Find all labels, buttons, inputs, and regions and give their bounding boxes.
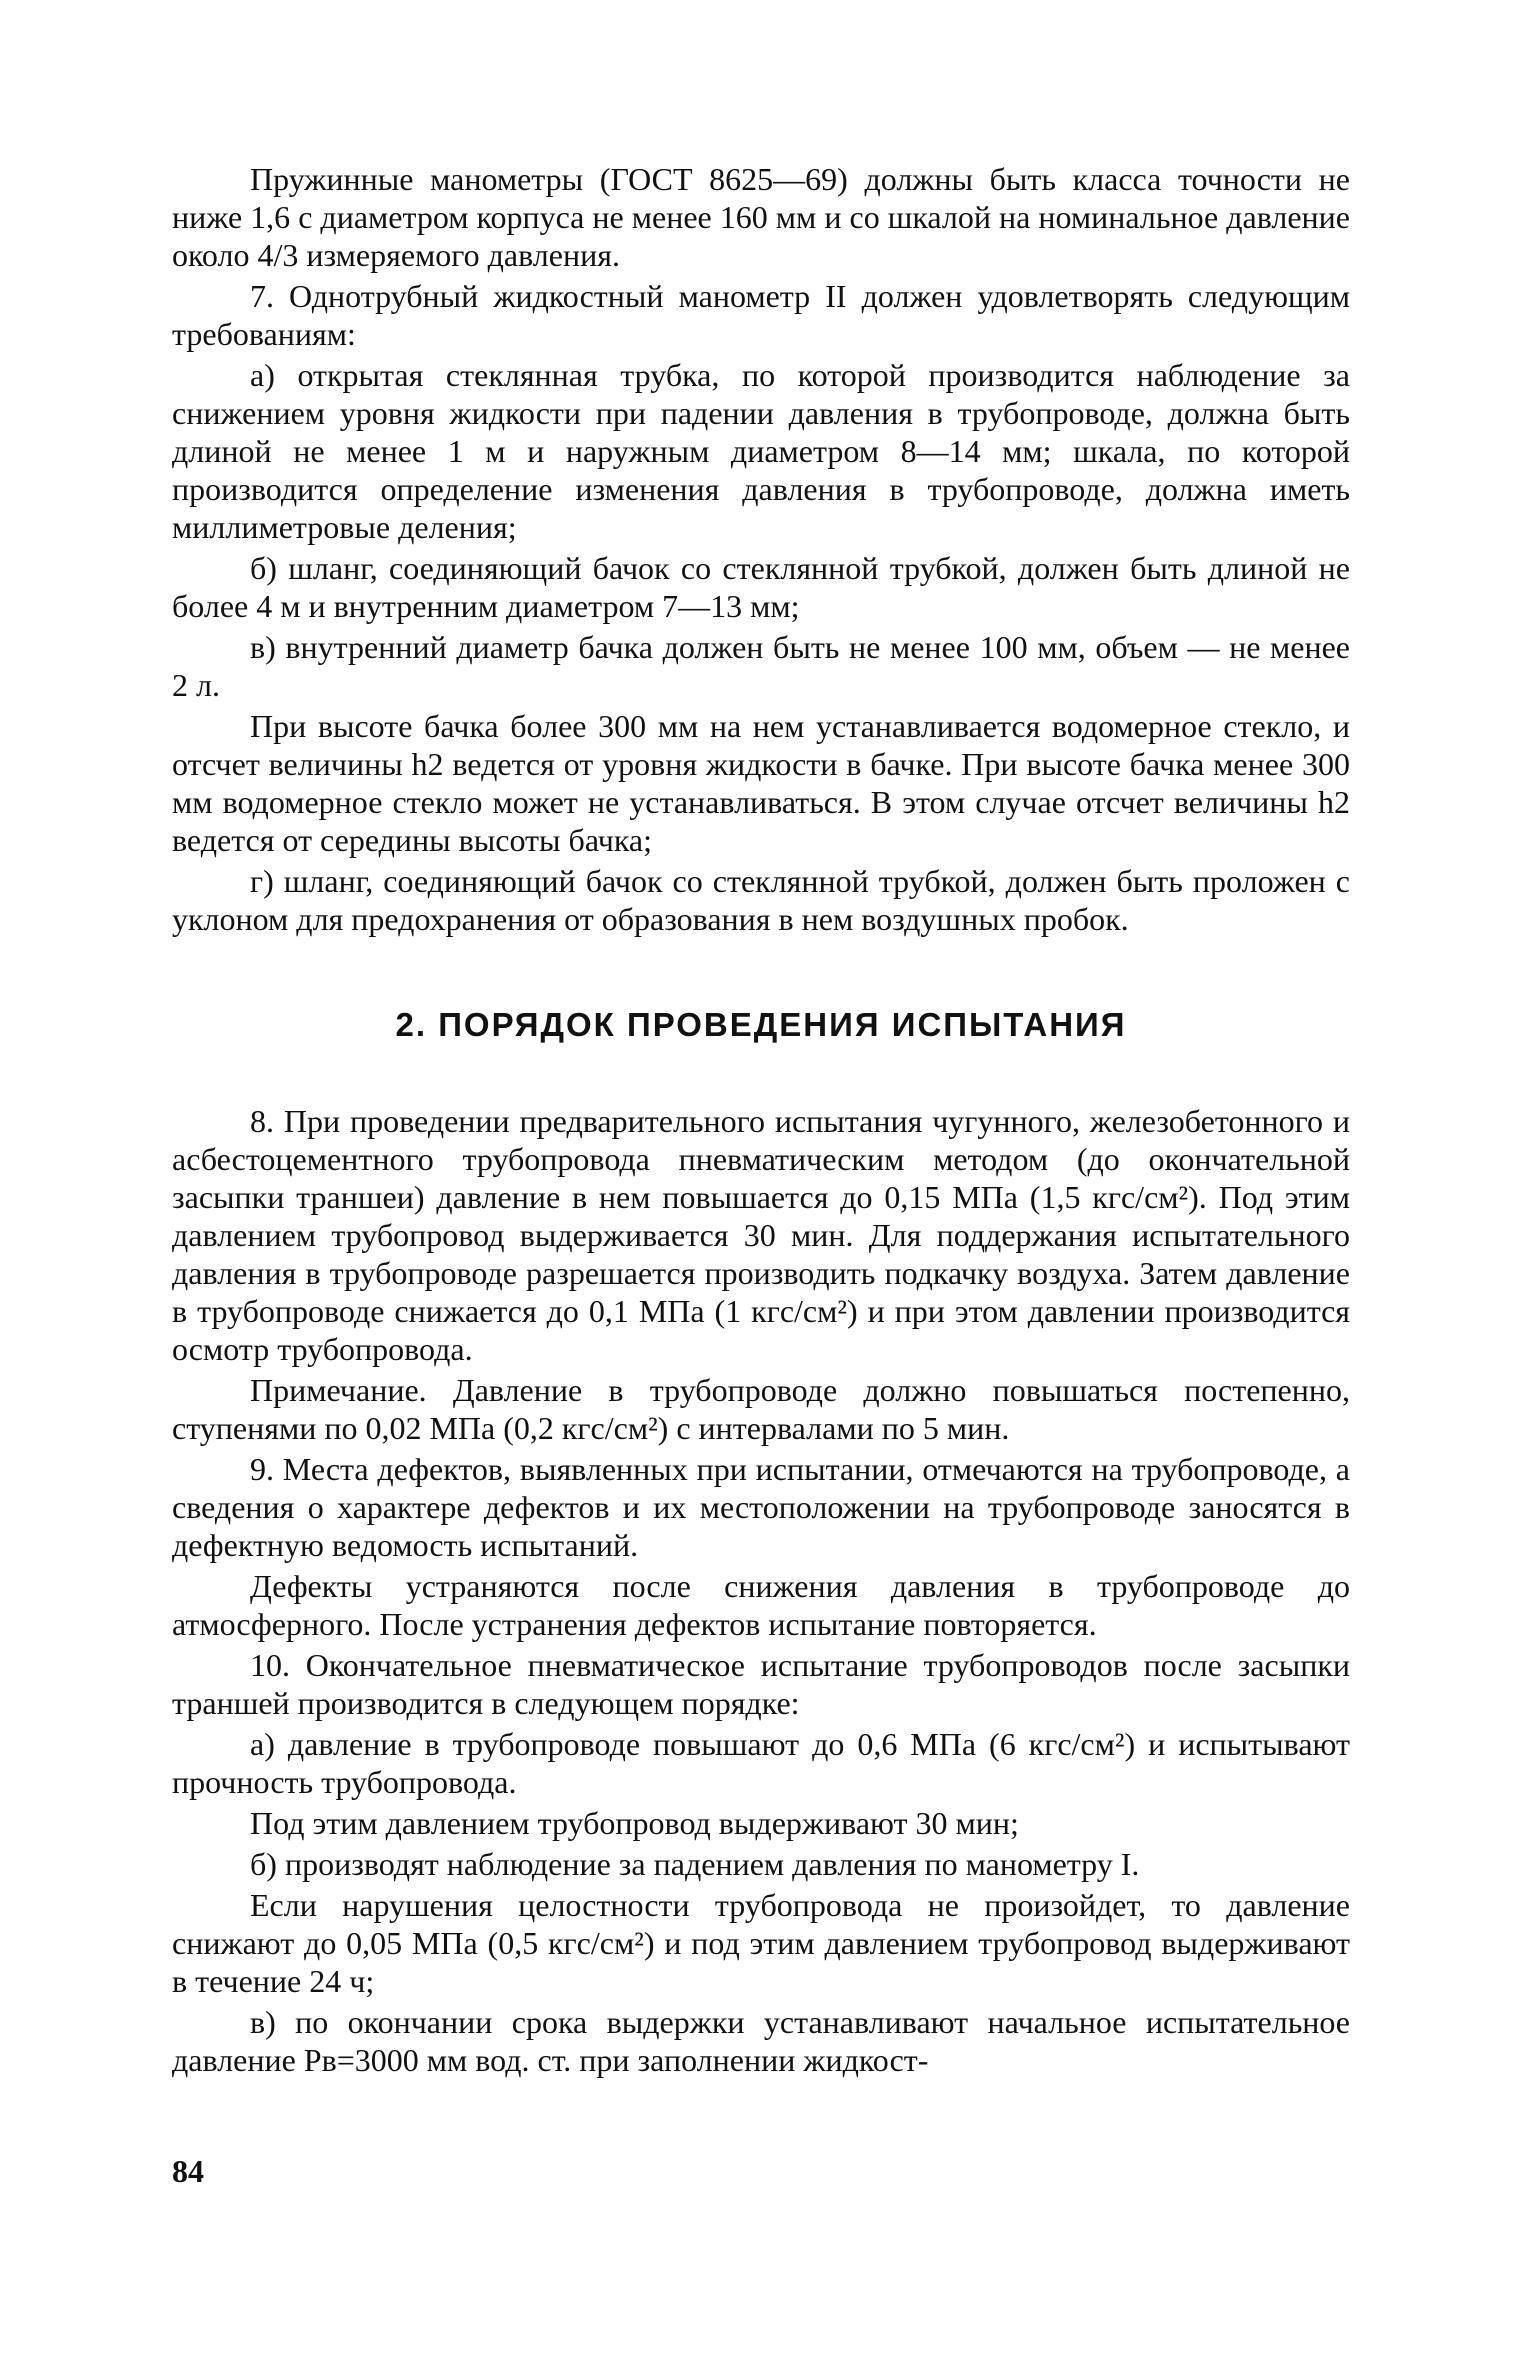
paragraph: а) давление в трубопроводе повышают до 0,6 МПа (6 кгс/см²) и испытывают прочность трубопровода.: [172, 1726, 1350, 1800]
paragraph: г) шланг, соединяющий бачок со стеклянной трубкой, должен быть проложен с уклоном для предохранения от образования в нем воздушных пробок.: [172, 863, 1350, 937]
paragraph: При высоте бачка более 300 мм на нем устанавливается водомерное стекло, и отсчет величины h2 ведется от уровня жидкости в бачке. При высоте бачка менее 300 мм водомерное стекло может не устанавливаться. В этом случае отсчет величины h2 ведется от середины высоты бачка;: [172, 708, 1350, 858]
paragraph: б) производят наблюдение за падением давления по манометру I.: [250, 1846, 1140, 1882]
paragraph: б) шланг, соединяющий бачок со стеклянной трубкой, должен быть длиной не более 4 м и внутренним диаметром 7—13 мм;: [172, 550, 1350, 624]
note-paragraph: Примечание. Давление в трубопроводе должно повышаться постепенно, ступенями по 0,02 МПа (0,2 кгс/см²) с интервалами по 5 мин.: [172, 1372, 1350, 1446]
page-number: 84: [172, 2153, 204, 2189]
paragraph: в) внутренний диаметр бачка должен быть не менее 100 мм, объем — не менее 2 л.: [172, 629, 1350, 703]
paragraph: 7. Однотрубный жидкостный манометр II должен удовлетворять следующим требованиям:: [172, 278, 1350, 352]
section-heading: 2. ПОРЯДОК ПРОВЕДЕНИЯ ИСПЫТАНИЯ: [395, 1006, 1127, 1043]
paragraph: Под этим давлением трубопровод выдерживают 30 мин;: [250, 1805, 1019, 1841]
paragraph: Пружинные манометры (ГОСТ 8625—69) должны быть класса точности не ниже 1,6 с диаметром корпуса не менее 160 мм и со шкалой на номинальное давление около 4/3 измеряемого давления.: [172, 161, 1350, 273]
paragraph: Если нарушения целостности трубопровода не произойдет, то давление снижают до 0,05 МПа (0,5 кгс/см²) и под этим давлением трубопровод выдерживают в течение 24 ч;: [172, 1887, 1350, 1999]
paragraph: 8. При проведении предварительного испытания чугунного, железобетонного и асбестоцементного трубопровода пневматическим методом (до окончательной засыпки траншеи) давление в нем повышается до 0,15 МПа (1,5 кгс/см²). Под этим давлением трубопровод выдерживается 30 мин. Для поддержания испытательного давления в трубопроводе разрешается производить подкачку воздуха. Затем давление в трубопроводе снижается до 0,1 МПа (1 кгс/см²) и при этом давлении производится осмотр трубопровода.: [172, 1103, 1350, 1367]
paragraph: в) по окончании срока выдержки устанавливают начальное испытательное давление Pв=3000 мм вод. ст. при заполнении жидкост-: [172, 2004, 1350, 2078]
paragraph: Дефекты устраняются после снижения давления в трубопроводе до атмосферного. После устранения дефектов испытание повторяется.: [172, 1568, 1350, 1642]
paragraph: 10. Окончательное пневматическое испытание трубопроводов после засыпки траншей производится в следующем порядке:: [172, 1647, 1350, 1721]
paragraph: а) открытая стеклянная трубка, по которой производится наблюдение за снижением уровня жидкости при падении давления в трубопроводе, должна быть длиной не менее 1 м и наружным диаметром 8—14 мм; шкала, по которой производится определение изменения давления в трубопроводе, должна иметь миллиметровые деления;: [172, 357, 1350, 545]
paragraph: 9. Места дефектов, выявленных при испытании, отмечаются на трубопроводе, а сведения о характере дефектов и их местоположении на трубопроводе заносятся в дефектную ведомость испытаний.: [172, 1451, 1350, 1563]
document-page: [172, 160, 1350, 2082]
